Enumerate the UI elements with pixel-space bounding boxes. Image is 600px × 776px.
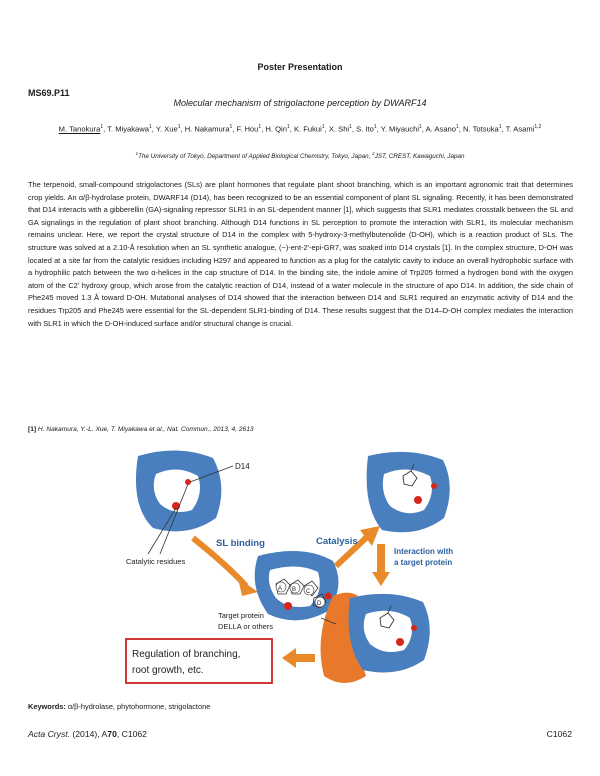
author-name: T. Asami — [505, 124, 535, 134]
author-affiliation-sup: 1 — [419, 124, 422, 130]
author-affiliation-sup: 1 — [229, 124, 233, 130]
regulation-label-1: Regulation of branching, — [132, 649, 241, 660]
journal-volume: 70 — [107, 729, 117, 739]
citation-footer — [28, 729, 147, 739]
author-affiliation-sup: 1,2 — [534, 124, 542, 130]
d14-label: D14 — [235, 462, 250, 471]
journal-year: (2014), A — [70, 729, 108, 739]
journal-name: Acta Cryst. — [28, 729, 71, 739]
target-protein-label: Target protein — [218, 611, 264, 620]
author-affiliation-sup: 1 — [286, 124, 290, 130]
author-name: N. Totsuka — [463, 124, 499, 134]
author-affiliation-sup: 1 — [349, 124, 352, 130]
author-affiliation-sup: 1 — [258, 124, 262, 130]
author-affiliation-sup: 1 — [456, 124, 459, 130]
affil-text-1: The University of Tokyo, Department of Applied Biological Chemistry, Tokyo, Japan, — [138, 153, 373, 161]
d14-doh-protein — [367, 452, 450, 532]
regulation-label-2: root growth, etc. — [132, 665, 204, 676]
author-list: M. Tanokura$^1$, T. Miyakawa$^1$, Y. Xue$^1$, H. Nakamura$^1$, F. Hou$^1$, H. Qin$^1$, K. Fukui$^1$, X. Shi$^1$, S. Ito$^1$, Y. Miyauchi$^1$, A. Asano$^1$, N. Totsuka$^1$, T. Asami$^{1,2}$ — [58, 124, 542, 134]
author-affiliation-sup: 1 — [373, 124, 377, 130]
affil-sup-1: 1 — [135, 151, 139, 156]
ring-c-label: C — [306, 589, 311, 595]
paper-title: Molecular mechanism of strigolactone perception by DWARF14 — [173, 98, 427, 108]
catalytic-residues-label: Catalytic residues — [126, 557, 186, 566]
author-name: T. Miyakawa — [107, 124, 149, 134]
interaction-label-2: a target protein — [394, 558, 453, 567]
catalysis-label: Catalysis — [316, 536, 358, 547]
affil-text-2: JST, CREST, Kawaguchi, Japan — [374, 153, 465, 161]
ring-d-label: D — [317, 601, 322, 607]
author-affiliation-sup: 1 — [321, 124, 325, 130]
keywords-label: Keywords: — [28, 702, 66, 711]
author-name: A. Asano — [425, 124, 457, 134]
reference-label: [1] — [28, 426, 37, 433]
interaction-arrow-icon — [372, 572, 390, 586]
keywords — [28, 702, 210, 711]
author-name: S. Ito — [356, 124, 374, 134]
author-name: K. Fukui — [293, 124, 322, 134]
apo-d14-protein — [136, 450, 221, 531]
author-affiliation-sup: 1 — [177, 124, 181, 130]
mechanism-figure — [118, 446, 478, 691]
author-affiliation-sup: 1 — [100, 124, 104, 130]
affiliations — [20, 151, 580, 160]
page-number: C1062 — [546, 729, 572, 739]
author-name: H. Qin — [265, 124, 287, 134]
journal-page: , C1062 — [116, 729, 147, 739]
section-title: Poster Presentation — [257, 62, 343, 72]
target-protein-complex — [321, 593, 430, 683]
affil-sup-2: 2 — [372, 151, 375, 156]
author-affiliation-sup: 1 — [498, 124, 502, 130]
author-name: X. Shi — [328, 124, 350, 134]
author-name: Y. Xue — [155, 124, 178, 134]
d14-sl-complex — [255, 551, 339, 620]
abstract-id: MS69.P11 — [28, 88, 70, 98]
ring-a-label: A — [278, 586, 283, 592]
author-name: F. Hou — [236, 124, 259, 134]
regulation-arrow-icon — [282, 648, 296, 668]
keywords-text: α/β-hydrolase, phytohormone, strigolactone — [65, 702, 211, 711]
author-name: M. Tanokura — [58, 124, 101, 134]
reference-text: H. Nakamura, Y.-L. Xue, T. Miyakawa et al., Nat. Commun., 2013, 4, 2613 — [37, 426, 254, 433]
della-label: DELLA or others — [218, 622, 274, 631]
author-name: H. Nakamura — [184, 124, 230, 134]
author-name: Y. Miyauchi — [380, 124, 420, 134]
interaction-label-1: Interaction with — [394, 547, 454, 556]
sl-binding-label: SL binding — [216, 538, 265, 549]
ring-b-label: B — [292, 587, 297, 593]
author-affiliation-sup: 1 — [148, 124, 152, 130]
regulation-box — [126, 639, 272, 683]
abstract-body: The terpenoid, small-compound strigolactones (SLs) are plant hormones that regulate plant shoot branching, which is an important agronomic trait that determines crop yields. An α/β-hydrolase protein, DWARF14 (D14), has been recognized to be an essential component of plant SL signaling. Recently, it has been demonstrated that D14 interacts with a gibberellin (GA)-signaling repressor SLR1 in an SL-dependent manner [1], which suggests that SLR1 mediates crosstalk between the SL and GA signalings in the regulation of plant shoot branching. Although D14 functions in SL perception to promote the interaction with SLR1, its molecular mechanism remains unclear. Here, we report the crystal structure of D14 in the complex with 5-hydroxy-3-methylbutenolide (D-OH), which is a reaction product of SLs. The structure was solved at a 2.10-Å resolution when an SL synthetic analogue, (−)-ent-2′-epi-GR7, was soaked into D14 crystals [1]. In the complex structure, D-OH was located at a site far from the catalytic residues including H297 and appeared to function as a plug for the catalytic cavity to induce an overall hydrophobic surface with a hydrophilic patch between the two α-helices in the cap structure of D14. In the binding site, the indole amine of Trp205 formed a hydrogen bond with the oxygen atom of the C2' hydroxy group, which arose from the catalytic reaction of D14, instead of a water molecule in the structure of apo D14. In addition, the side chain of Phe245 moved 1.3 Å toward D-OH. Mutational analyses of D14 showed that the interaction between D14 and SLR1 required an enzymatic activity of D14 and the residues Trp205 and Phe245 were essential for the SL-dependent SLR1-binding of D14. These results suggest that the D14–D-OH complex mediates the interaction with SLR1 in which the D-OH-induced surface and/or structural change is crucial. — [28, 180, 573, 328]
reference — [28, 426, 254, 433]
